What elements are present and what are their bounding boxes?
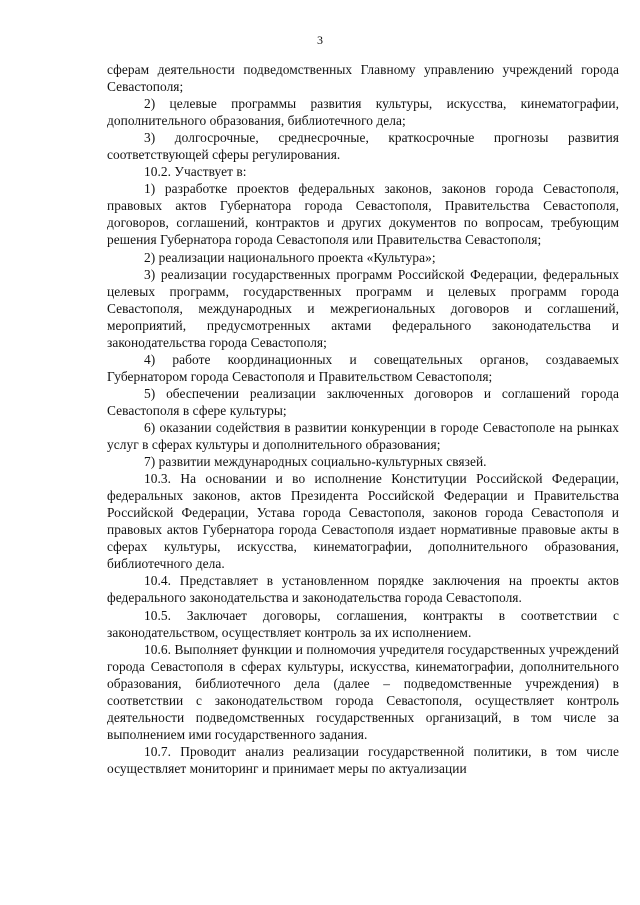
paragraph: 2) целевые программы развития культуры, искусства, кинематографии, дополнительного образования, библиотечного дела; <box>107 96 619 129</box>
paragraph: 10.2. Участвует в: <box>144 164 247 180</box>
paragraph: 7) развитии международных социально-культурных связей. <box>144 454 487 470</box>
paragraph: 1) разработке проектов федеральных законов, законов города Севастополя, правовых актов Губернатора города Севастополя, Правительства Севастополя, договоров, соглашений, контрактов и других документов по вопросам, требующим решения Губернатора города Севастополя или Правительства Севастополя; <box>107 181 619 248</box>
paragraph: 10.7. Проводит анализ реализации государственной политики, в том числе осуществляет мониторинг и принимает меры по актуализации <box>107 743 619 776</box>
paragraph: 10.5. Заключает договоры, соглашения, контракты в соответствии с законодательством, осуществляет контроль за их исполнением. <box>107 607 619 640</box>
paragraph: 5) обеспечении реализации заключенных договоров и соглашений города Севастополя в сфере культуры; <box>107 385 619 418</box>
paragraph: 10.6. Выполняет функции и полномочия учредителя государственных учреждений города Севастополя в сферах культуры, искусства, кинематографии, дополнительного образования, библиотечного дела (далее – подведомственные учреждения) в соответствии с законодательством города Севастополя, осуществляет контроль деятельности подведомственных государственных организаций, в том числе за выполнением ими государственного задания. <box>107 641 619 742</box>
paragraph: 10.4. Представляет в установленном порядке заключения на проекты актов федерального законодательства и законодательства города Севастополя. <box>107 573 619 606</box>
paragraph: 3) долгосрочные, среднесрочные, краткосрочные прогнозы развития соответствующей сферы регулирования. <box>107 130 619 163</box>
paragraph: 10.3. На основании и во исполнение Конституции Российской Федерации, федеральных законов, актов Президента Российской Федерации и Правительства Российской Федерации, Устава города Севастополя, законов города Севастополя и правовых актов Губернатора города Севастополя издает нормативные правовые акты в сферах культуры, искусства, кинематографии, дополнительного образования, библиотечного дела. <box>107 471 619 572</box>
page-number: 3 <box>317 33 323 47</box>
paragraph: 2) реализации национального проекта «Культура»; <box>144 249 436 265</box>
paragraph: 3) реализации государственных программ Российской Федерации, федеральных целевых программ, государственных программ и целевых программ города Севастополя, международных и межрегиональных договоров и соглашений, мероприятий, предусмотренных актами федерального законодательства и законодательства города Севастополя; <box>107 266 619 350</box>
paragraph: 4) работе координационных и совещательных органов, создаваемых Губернатором города Севастополя и Правительством Севастополя; <box>107 351 619 384</box>
document-body <box>107 61 619 777</box>
paragraph: 6) оказании содействия в развитии конкуренции в городе Севастополе на рынках услуг в сферах культуры и дополнительного образования; <box>107 419 619 453</box>
paragraph: сферам деятельности подведомственных Главному управлению учреждений города Севастополя; <box>107 62 619 95</box>
